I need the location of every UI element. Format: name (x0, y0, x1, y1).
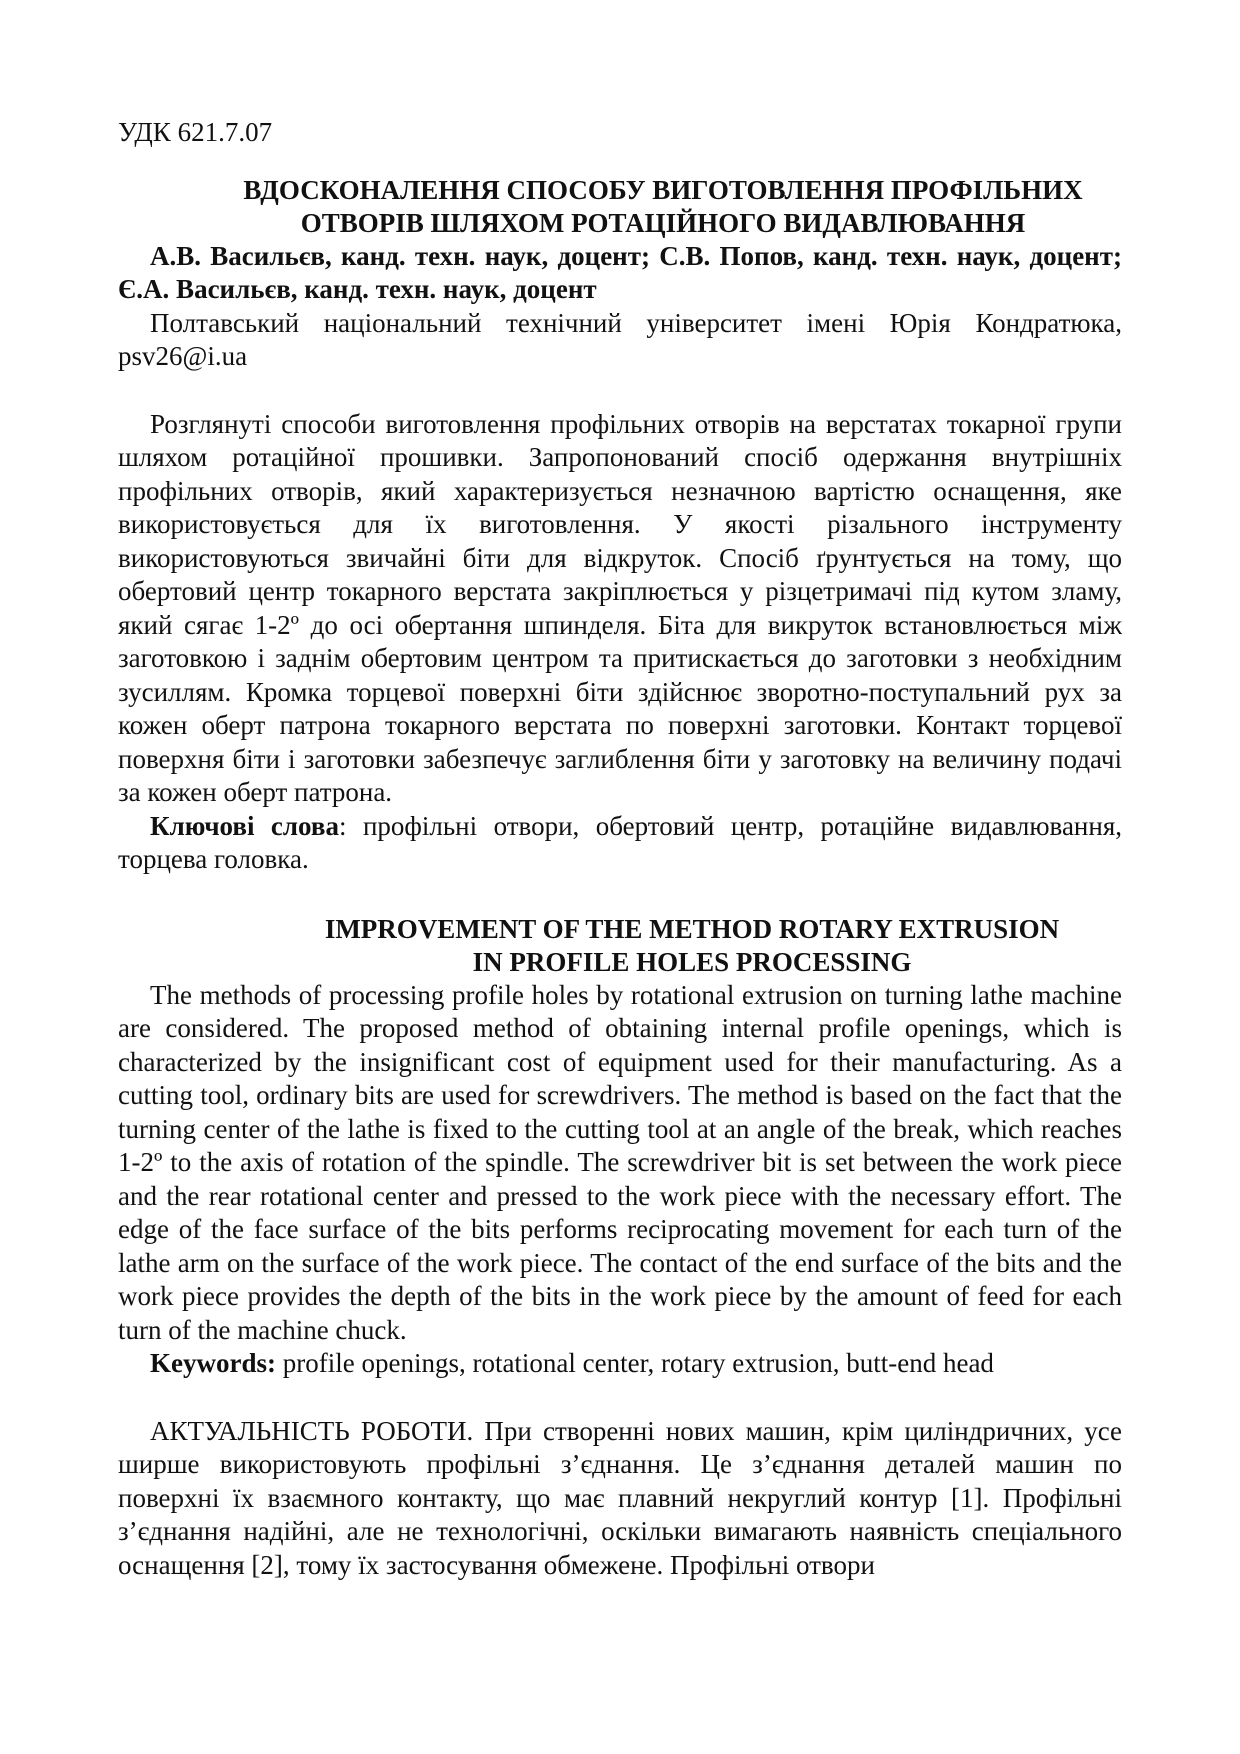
authors: А.В. Васильєв, канд. техн. наук, доцент; С.В. Попов, канд. техн. наук, доцент; Є.А. Васильєв, канд. техн. наук, доцент (118, 240, 1122, 304)
paper-page (118, 116, 1122, 1582)
ukrainian-keywords-text: : профільні отвори, обертовий центр, ротаційне видавлювання, торцева головка. (118, 810, 1122, 874)
english-abstract: The methods of processing profile holes by rotational extrusion on turning lathe machine are considered. The proposed method of obtaining internal profile openings, which is characterized by the insignificant cost of equipment used for their manufacturing. As a cutting tool, ordinary bits are used for screwdrivers. The method is based on the fact that the turning center of the lathe is fixed to the cutting tool at an angle of the break, which reaches 1-2º to the axis of rotation of the spindle. The screwdriver bit is set between the work piece and the rear rotational center and pressed to the work piece with the necessary effort. The edge of the face surface of the bits performs reciprocating movement for each turn of the lathe arm on the surface of the work piece. The contact of the end surface of the bits and the work piece provides the depth of the bits in the work piece by the amount of feed for each turn of the machine chuck. (118, 979, 1122, 1345)
english-keywords (118, 1347, 1122, 1381)
ukrainian-title (118, 174, 1122, 240)
body-paragraph: АКТУАЛЬНІСТЬ РОБОТИ. При створенні нових машин, крім циліндричних, усе ширше використовують профільні з’єднання. Це з’єднання деталей машин по поверхні їх взаємного контакту, що має плавний некруглий контур [1]. Профільні з’єднання надійні, але не технологічні, оскільки вимагають наявність спеціального оснащення [2], тому їх застосування обмежене. Профільні отвори (118, 1415, 1122, 1580)
english-title-line-2: IN PROFILE HOLES PROCESSING (472, 946, 912, 977)
english-title (118, 913, 1122, 979)
english-title-line-1: IMPROVEMENT OF THE METHOD ROTARY EXTRUSION (324, 913, 1060, 944)
affiliation: Полтавський національний технічний університет імені Юрія Кондратюка, psv26@i.ua (118, 307, 1122, 371)
udc-code: УДК 621.7.07 (118, 117, 273, 147)
ukrainian-title-line-1: ВДОСКОНАЛЕННЯ СПОСОБУ ВИГОТОВЛЕННЯ ПРОФІЛЬНИХ (243, 174, 1083, 205)
ukrainian-title-line-2: ОТВОРІВ ШЛЯХОМ РОТАЦІЙНОГО ВИДАВЛЮВАННЯ (300, 207, 1026, 238)
ukrainian-abstract: Розглянуті способи виготовлення профільних отворів на верстатах токарної групи шляхом ротаційної прошивки. Запропонований спосіб одержання внутрішніх профільних отворів, який характеризується незначною вартістю оснащення, яке використовується для їх виготовлення. У якості різального інструменту використовуються звичайні біти для відкруток. Спосіб ґрунтується на тому, що обертовий центр токарного верстата закріплюється у різцетримачі під кутом зламу, який сягає 1-2º до осі обертання шпинделя. Біта для викруток встановлюється між заготовкою і заднім обертовим центром та притискається до заготовки з необхідним зусиллям. Кромка торцевої поверхні біти здійснює зворотно-поступальний рух за кожен оберт патрона токарного верстата по поверхні заготовки. Контакт торцевої поверхня біти і заготовки забезпечує заглиблення біти у заготовку на величину подачі за кожен оберт патрона. (118, 408, 1122, 807)
ukrainian-keywords-label: Ключові слова (150, 810, 339, 841)
english-keywords-label: Keywords: (150, 1348, 276, 1378)
spacer (118, 1381, 1122, 1415)
english-keywords-text: profile openings, rotational center, rotary extrusion, butt-end head (275, 1348, 994, 1378)
spacer (118, 374, 1122, 408)
spacer (118, 877, 1122, 913)
ukrainian-keywords (118, 810, 1122, 877)
